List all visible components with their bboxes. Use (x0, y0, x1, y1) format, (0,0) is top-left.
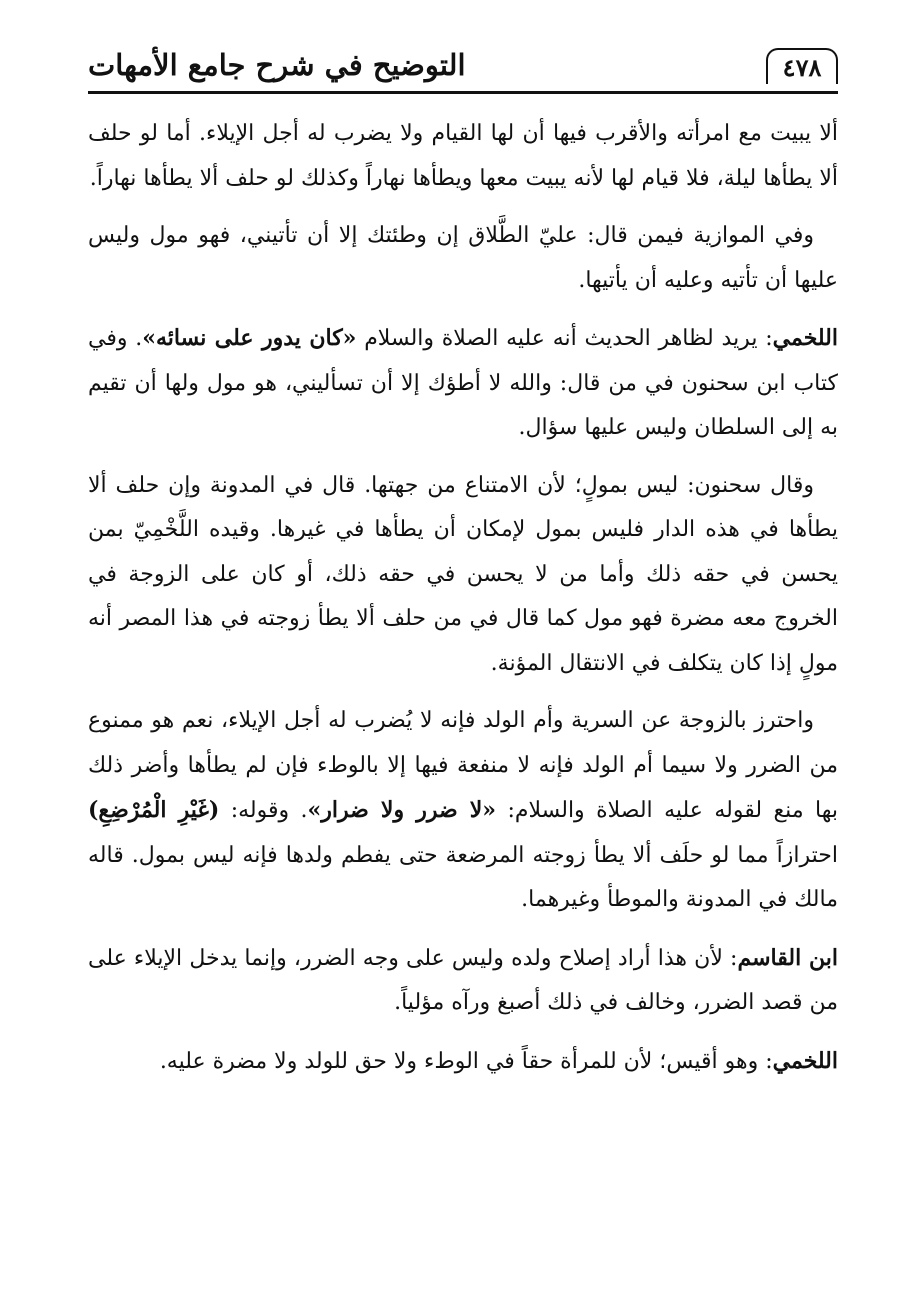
paragraph-6 (88, 936, 838, 1026)
paragraph-4 (88, 464, 838, 687)
paragraph-5 (88, 699, 838, 923)
paragraph-text: وفي الموازية فيمن قال: عليّ الطَّلاق إن وطئتك إلا أن تأتيني، فهو مول وليس عليها أن تأتيه وعليه أن يأتيها. (88, 223, 838, 293)
paragraph-text: وقال سحنون: ليس بمولٍ؛ لأن الامتناع من جهتها. قال في المدونة وإن حلف ألا يطأها في هذه الدار فليس بمول لإمكان أن يطأها في غيرها. وقيده اللَّخْمِيّ بمن يحسن في حقه ذلك وأما من لا يحسن في حقه ذلك، أو كان على الزوجة في الخروج معه مضرة فهو مول كما قال في من حلف ألا يطأ زوجته في هذا المصر أنه مولٍ إذا كان يتكلف في الانتقال المؤنة. (88, 472, 838, 676)
page-number: ٤٧٨ (766, 48, 838, 84)
paragraph-text: احترازاً مما لو حلَف ألا يطأ زوجته المرضعة حتى يفطم ولدها فإنه ليس بمول. قاله مالك في المدونة والموطأ وغيرهما. (88, 842, 838, 912)
hadith-quote: «لا ضرر ولا ضرار» (307, 797, 497, 823)
paragraph-text: . وقوله: (219, 798, 308, 823)
paragraph-text: . وفي كتاب ابن سحنون في من قال: والله لا أطؤك إلا أن تسأليني، هو مول ولها أن تقيم به إلى السلطان وليس عليها سؤال. (88, 326, 838, 440)
speaker-name: ابن القاسم (737, 944, 838, 971)
speaker-name: اللخمي (772, 325, 838, 351)
paragraph-text: : لأن هذا أراد إصلاح ولده وليس على وجه الضرر، وإنما يدخل الإيلاء على من قصد الضرر، وخالف في ذلك أصبغ ورآه مؤلياً. (88, 945, 838, 1015)
page-header (88, 44, 838, 94)
paragraph-text: ألا يبيت مع امرأته والأقرب فيها أن لها القيام ولا يضرب له أجل الإيلاء. أما لو حلف ألا يطأها ليلة، فلا قيام لها لأنه يبيت معها ويطأها نهاراً وكذلك لو حلف ألا يطأها نهاراً. (88, 121, 838, 191)
paragraph-1 (88, 112, 838, 201)
paragraph-text: واحترز بالزوجة عن السرية وأم الولد فإنه لا يُضرب له أجل الإيلاء، نعم هو ممنوع من الضرر ولا سيما أم الولد فإنه لا منفعة فيها إلا بالوطء فإن لم يطأها وأضر ذلك بها منع لقوله عليه الصلاة والسلام: (88, 708, 838, 823)
paragraph-7 (88, 1039, 838, 1085)
header-rule (88, 91, 838, 94)
speaker-name: اللخمي (772, 1047, 838, 1074)
paragraph-3 (88, 316, 838, 451)
matn-quote: (غَيْرِ الْمُرْضِعِ) (88, 797, 220, 823)
running-title: التوضيح في شرح جامع الأمهات (88, 48, 466, 82)
body-text (88, 112, 838, 1097)
hadith-quote: «كان يدور على نسائه» (142, 325, 357, 351)
paragraph-text: : يريد لظاهر الحديث أنه عليه الصلاة والسلام (356, 326, 773, 351)
paragraph-text: : وهو أقيس؛ لأن للمرأة حقاً في الوطء ولا حق للولد ولا مضرة عليه. (159, 1048, 773, 1074)
paragraph-2 (88, 214, 838, 303)
